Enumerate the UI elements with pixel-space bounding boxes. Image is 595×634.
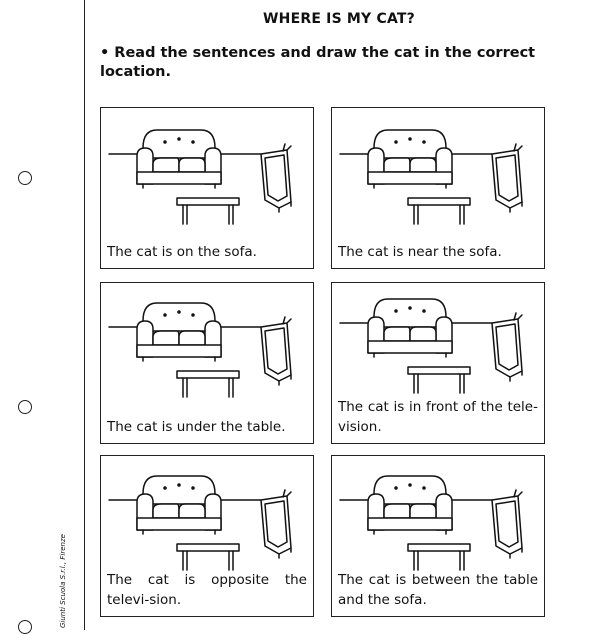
exercise-card-1 (100, 107, 314, 269)
binder-hole-icon (18, 620, 32, 634)
instruction (100, 44, 570, 82)
card-caption: The cat is in front of the tele-vision. (338, 399, 538, 435)
card-caption: The cat is opposite the televi-sion. (107, 572, 307, 608)
exercise-card-2 (331, 107, 545, 269)
room-scene (332, 456, 543, 586)
card-caption: The cat is near the sofa. (338, 244, 502, 260)
room-scene (332, 283, 543, 413)
worksheet-title: WHERE IS MY CAT? (263, 11, 415, 27)
room-scene (101, 283, 312, 413)
exercise-card-6 (331, 455, 545, 617)
card-caption: The cat is between the table and the sofa. (338, 572, 538, 608)
binder-hole-icon (18, 171, 32, 185)
exercise-card-5 (100, 455, 314, 617)
room-scene (101, 456, 312, 586)
instruction-text: Read the sentences and draw the cat in the correct location. (100, 45, 536, 80)
bullet-icon: • (100, 45, 110, 61)
copyright-notice: Giunti Scuola S.r.l., Firenze (59, 534, 67, 628)
exercise-card-3 (100, 282, 314, 444)
binder-hole-icon (18, 400, 32, 414)
room-scene (101, 108, 312, 238)
room-scene (332, 108, 543, 238)
card-caption: The cat is on the sofa. (107, 244, 257, 260)
card-caption: The cat is under the table. (107, 419, 286, 435)
exercise-card-4 (331, 282, 545, 444)
